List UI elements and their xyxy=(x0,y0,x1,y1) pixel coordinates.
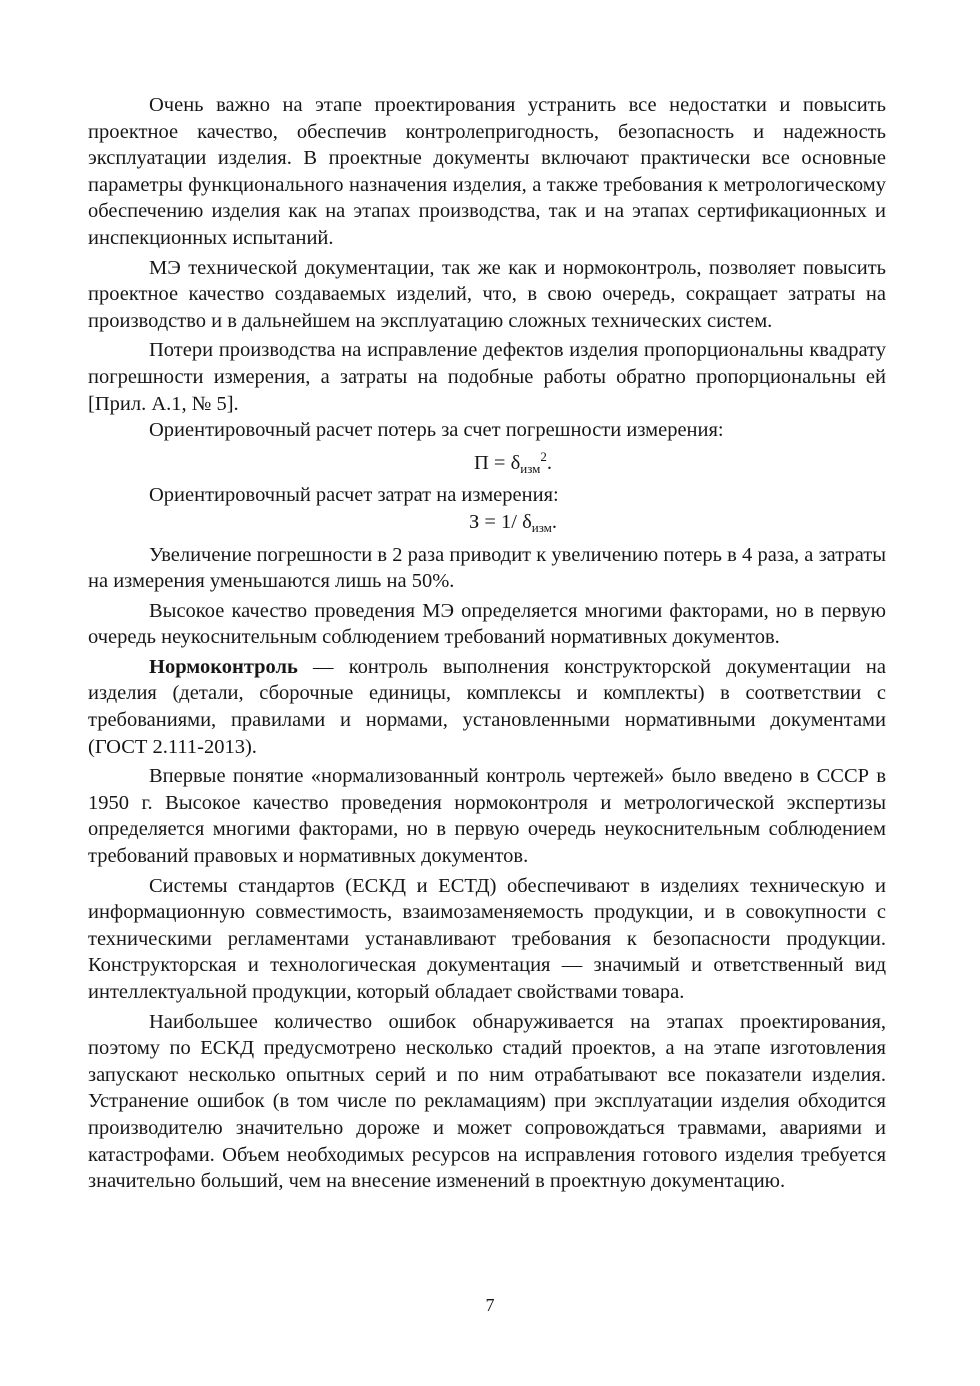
paragraph-standards-systems: Системы стандартов (ЕСКД и ЕСТД) обеспечивают в изделиях техническую и информационную совместимость, взаимозаменяемость продукции, и в совокупности с техническими регламентами устанавливают требования к безопасности продукции. Конструкторская и технологическая документация — значимый и ответственный вид интеллектуальной продукции, который обладает свойствами товара. xyxy=(88,874,886,1003)
paragraph-losses-estimate: Ориентировочный расчет потерь за счет погрешности измерения: xyxy=(149,419,724,442)
paragraph-costs-estimate: Ориентировочный расчет затрат на измерения: xyxy=(149,484,559,507)
formula-losses-lhs: П = δ xyxy=(473,451,521,474)
formula-losses-subscript: изм xyxy=(520,460,541,476)
paragraph-metrological-expertise: МЭ технической документации, так же как и нормоконтроль, позволяет повысить проектное качество создаваемых изделий, что, в свою очередь, сокращает затраты на производство и в дальнейшем на эксплуатацию сложных технических систем. xyxy=(88,256,886,332)
formula-losses-superscript: 2 xyxy=(540,448,547,464)
formula-costs-end: . xyxy=(551,510,558,533)
document-page xyxy=(88,92,886,1195)
paragraph-production-losses: Потери производства на исправление дефектов изделия пропорциональны квадрату погрешности измерения, а затраты на подобные работы обратно пропорциональны ей [Прил. А.1, № 5]. xyxy=(88,339,886,415)
formula-losses xyxy=(88,444,886,483)
formula-costs xyxy=(88,509,886,542)
formula-costs-subscript: изм xyxy=(531,519,552,535)
term-normcontrol: Нормоконтроль xyxy=(149,655,298,678)
formula-losses-end: . xyxy=(546,451,553,474)
paragraph-normcontrol-definition xyxy=(88,654,886,760)
paragraph-error-increase: Увеличение погрешности в 2 раза приводит к увеличению потерь в 4 раза, а затраты на измерения уменьшаются лишь на 50%. xyxy=(88,543,886,593)
paragraph-history: Впервые понятие «нормализованный контроль чертежей» было введено в СССР в 1950 г. Высокое качество проведения нормоконтроля и метрологической экспертизы определяется многими факторами, но в первую очередь неукоснительным соблюдением требований правовых и нормативных документов. xyxy=(88,765,886,868)
paragraph-me-quality: Высокое качество проведения МЭ определяется многими факторами, но в первую очередь неукоснительным соблюдением требований нормативных документов. xyxy=(88,599,886,649)
paragraph-errors-detection: Наибольшее количество ошибок обнаруживается на этапах проектирования, поэтому по ЕСКД предусмотрено несколько стадий проектов, а на этапе изготовления запускают несколько опытных серий и по ним отрабатывают все показатели изделия. Устранение ошибок (в том числе по рекламациям) при эксплуатации изделия обходится производителю значительно дороже и может сопровождаться травмами, авариями и катастрофами. Объем необходимых ресурсов на исправления готового изделия требуется значительно больший, чем на внесение изменений в проектную документацию. xyxy=(88,1010,886,1193)
page-number: 7 xyxy=(485,1295,495,1315)
paragraph-design-quality: Очень важно на этапе проектирования устранить все недостатки и повысить проектное качество, обеспечив контролепригодность, безопасность и надежность эксплуатации изделия. В проектные документы включают практически все основные параметры функционального назначения изделия, а также требования к метрологическому обеспечению изделия как на этапах производства, так и на этапах сертификационных и инспекционных испытаний. xyxy=(88,94,886,249)
definition-normcontrol: — контроль выполнения конструкторской документации на изделия (детали, сборочные единицы, комплексы и комплекты) в соответствии с требованиями, правилами и нормами, установленными нормативными документами (ГОСТ 2.111-2013). xyxy=(88,655,886,758)
formula-costs-lhs: З = 1/ δ xyxy=(468,510,532,533)
